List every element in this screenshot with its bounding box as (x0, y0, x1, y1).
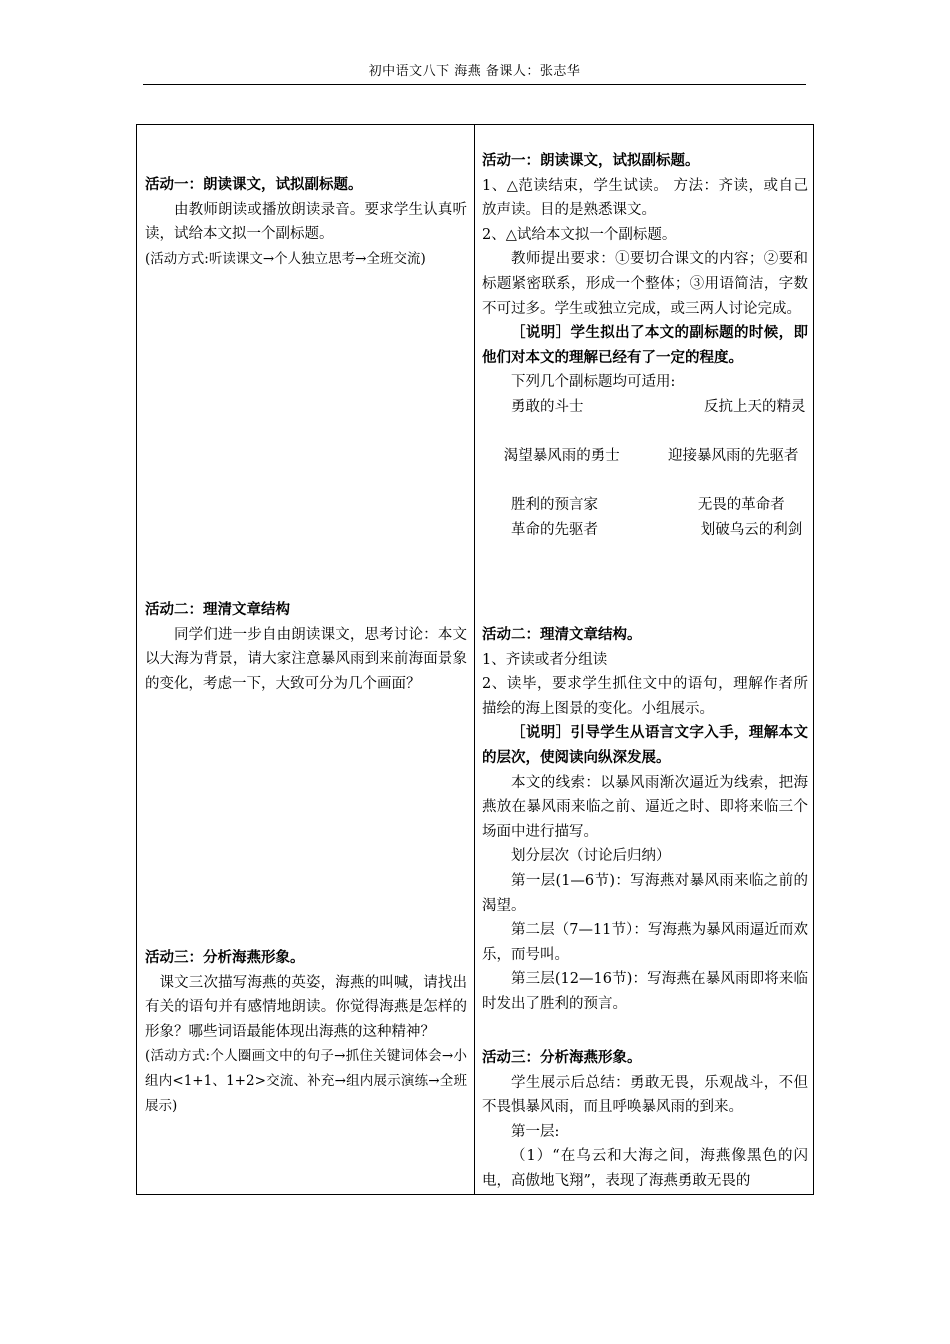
left-activity-2 (145, 598, 467, 696)
left-activity-3-body: 课文三次描写海燕的英姿，海燕的叫喊，请找出有关的语句并有感情地朗读。你觉得海燕是怎样的形象？哪些词语最能体现出海燕的这种精神？ (145, 974, 467, 1040)
subtitle-item: 划破乌云的利剑 (700, 521, 803, 538)
right-activity-3-layer-label: 第一层: (511, 1123, 560, 1140)
subtitle-row (482, 444, 808, 493)
left-activity-1-title: 活动一：朗读课文，试拟副标题。 (145, 177, 363, 193)
left-activity-3-method: (活动方式:个人圈画文中的句子→抓住关键词体会→小组内<1+1、1+2>交流、补充→组内展示演练→全班展示) (145, 1048, 467, 1114)
right-activity-2-title: 活动二：理清文章结构。 (482, 627, 642, 643)
subtitle-item: 反抗上天的精灵 (704, 398, 806, 415)
subtitle-item: 胜利的预言家 (511, 497, 598, 514)
right-activity-2-clue: 本文的线索：以暴风雨渐次逼近为线索，把海燕放在暴风雨来临之前、逼近之时、即将来临三个场面中进行描写。 (482, 774, 808, 840)
left-activity-2-body: 同学们进一步自由朗读课文，思考讨论：本文以大海为背景，请大家注意暴风雨到来前海面景象的变化，考虑一下，大致可分为几个画面？ (145, 626, 467, 692)
left-activity-1-method: (活动方式:听读课文→个人独立思考→全班交流) (145, 250, 426, 267)
right-activity-2-step-1: 1、齐读或者分组读 (482, 651, 608, 668)
right-activity-1-requirements: 教师提出要求：①要切合课文的内容；②要和标题紧密联系，形成一个整体；③用语简洁，字数不可过多。学生或独立完成，或三两人讨论完成。 (482, 251, 808, 317)
right-activity-2-step-2: 2、读毕，要求学生抓住文中的语句，理解作者所描绘的海上图景的变化。小组展示。 (482, 676, 808, 717)
column-divider (474, 124, 475, 1195)
right-activity-1 (482, 149, 808, 543)
subtitle-item: 渴望暴风雨的勇士 (503, 448, 620, 465)
page-header: 初中语文八下 海燕 备课人：张志华 (368, 64, 581, 79)
right-activity-2-note: ［说明］引导学生从语言文字入手，理解本文的层次，使阅读向纵深发展。 (482, 725, 808, 766)
left-activity-1 (145, 173, 467, 271)
right-activity-1-step-2: 2、△试给本文拟一个副标题。 (482, 226, 677, 243)
left-activity-3-title: 活动三：分析海燕形象。 (145, 950, 305, 966)
right-activity-1-list-intro: 下列几个副标题均可适用: (511, 374, 676, 391)
right-activity-3-summary: 学生展示后总结：勇敢无畏，乐观战斗，不但不畏惧暴风雨，而且呼唤暴风雨的到来。 (482, 1074, 808, 1116)
left-activity-1-body: 由教师朗读或播放朗读录音。要求学生认真听读，试给本文拟一个副标题。 (145, 201, 467, 243)
subtitle-item: 无畏的革命者 (697, 497, 785, 514)
subtitle-item: 勇敢的斗士 (511, 398, 584, 415)
right-activity-3 (482, 1046, 808, 1194)
subtitle-item: 迎接暴风雨的先驱者 (668, 448, 799, 465)
right-activity-2-layer-2: 第二层（7—11节）：写海燕为暴风雨逼近而欢乐，而号叫。 (482, 922, 808, 963)
right-activity-3-title: 活动三：分析海燕形象。 (482, 1050, 642, 1066)
subtitle-item: 革命的先驱者 (511, 521, 598, 538)
right-activity-1-title: 活动一：朗读课文，试拟副标题。 (482, 153, 700, 169)
subtitle-row (482, 518, 808, 543)
subtitle-row (482, 493, 808, 518)
right-activity-2 (482, 623, 808, 1017)
right-activity-2-layer-3: 第三层(12—16节)：写海燕在暴风雨即将来临时发出了胜利的预言。 (482, 971, 808, 1012)
right-activity-3-point-1: （1）“在乌云和大海之间，海燕像黑色的闪电，高傲地飞翔”，表现了海燕勇敢无畏的 (482, 1148, 808, 1189)
right-activity-2-layer-1: 第一层(1—6节)：写海燕对暴风雨来临之前的渴望。 (482, 872, 808, 914)
subtitle-list (482, 395, 808, 543)
left-activity-2-title: 活动二：理清文章结构 (145, 602, 290, 618)
right-activity-1-note: ［说明］学生拟出了本文的副标题的时候，即他们对本文的理解已经有了一定的程度。 (482, 325, 808, 366)
left-activity-3 (145, 946, 467, 1118)
header-rule (143, 84, 806, 85)
right-activity-1-step-1: 1、△范读结束，学生试读。 方法：齐读，或自己放声读。目的是熟悉课文。 (482, 177, 808, 219)
right-activity-2-layers: 划分层次（讨论后归纳） (511, 848, 671, 865)
